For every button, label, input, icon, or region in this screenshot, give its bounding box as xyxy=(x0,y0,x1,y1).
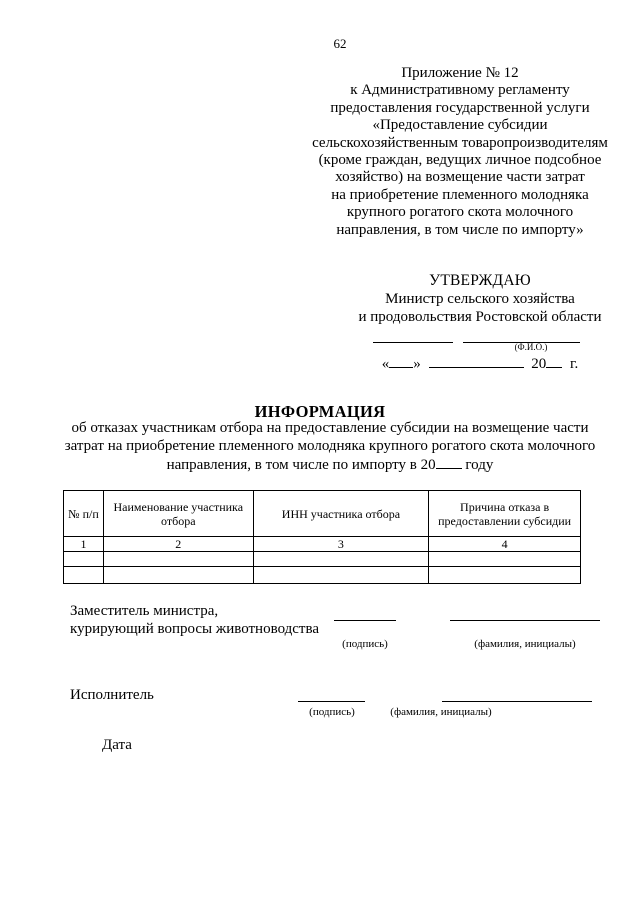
year-suffix: г. xyxy=(570,356,579,372)
day-blank xyxy=(389,354,413,368)
header-cell-name: Наименование участника отбора xyxy=(103,491,253,537)
table-cell xyxy=(429,552,581,567)
appendix-line: предоставления государственной услуги xyxy=(330,99,590,116)
deputy-signature-block xyxy=(70,602,370,638)
date-close-quote: » xyxy=(413,356,421,372)
appendix-line: «Предоставление субсидии xyxy=(372,117,548,134)
document-title: ИНФОРМАЦИЯ xyxy=(254,402,386,421)
deputy-signature-line xyxy=(334,620,396,621)
deputy-line1: Заместитель министра, xyxy=(70,603,219,619)
table-row xyxy=(64,567,581,584)
table-header-row xyxy=(64,491,581,537)
approval-block xyxy=(330,272,630,326)
date-open-quote: « xyxy=(381,356,390,372)
year-blank xyxy=(546,354,562,368)
column-number-cell: 2 xyxy=(103,537,253,552)
executor-label: Исполнитель xyxy=(70,687,154,703)
executor-signature-line xyxy=(298,701,365,702)
approval-position-line2: и продовольствия Ростовской области xyxy=(358,309,602,325)
deputy-name-line xyxy=(450,620,600,621)
executor-name-label: (фамилия, инициалы) xyxy=(390,706,492,718)
appendix-line: (кроме граждан, ведущих личное подсобное xyxy=(318,152,602,169)
table-column-numbers-row xyxy=(64,537,581,552)
table-cell xyxy=(253,552,429,567)
subtitle-line3-start: направления, в том числе по импорту в 20 xyxy=(166,457,436,473)
appendix-block xyxy=(290,65,630,239)
page-number: 62 xyxy=(333,36,347,51)
deputy-signature-label: (подпись) xyxy=(342,638,388,650)
deputy-name-label: (фамилия, инициалы) xyxy=(474,638,576,650)
deputy-line2: курирующий вопросы животноводства xyxy=(70,621,320,637)
appendix-line: крупного рогатого скота молочного xyxy=(346,204,574,221)
fio-label: (Ф.И.О.) xyxy=(514,342,548,352)
table-cell xyxy=(429,567,581,584)
header-cell-number: № п/п xyxy=(64,491,104,537)
column-number-cell: 1 xyxy=(64,537,104,552)
subtitle-line: затрат на приобретение племенного молодняка крупного рогатого скота молочного xyxy=(64,437,596,454)
subtitle-line xyxy=(40,455,620,475)
appendix-line: к Административному регламенту xyxy=(350,82,570,99)
table-cell xyxy=(64,552,104,567)
approval-position-line1: Министр сельского хозяйства xyxy=(385,291,575,307)
header-cell-inn: ИНН участника отбора xyxy=(253,491,429,537)
subtitle-line3-end: году xyxy=(465,457,494,473)
subtitle-line: об отказах участникам отбора на предоставление субсидии на возмещение части xyxy=(71,420,589,436)
appendix-line: сельскохозяйственным товаропроизводителям xyxy=(312,134,608,151)
document-subtitle xyxy=(40,420,620,475)
month-blank xyxy=(429,354,524,368)
appendix-line: хозяйство) на возмещение части затрат xyxy=(335,169,585,186)
table-cell xyxy=(253,567,429,584)
date-label: Дата xyxy=(102,737,132,753)
appendix-line: Приложение № 12 xyxy=(401,65,519,81)
table-row xyxy=(64,552,581,567)
appendix-line: направления, в том числе по импорту» xyxy=(336,221,584,238)
table-cell xyxy=(103,552,253,567)
executor-signature-label: (подпись) xyxy=(309,706,355,718)
approval-date-line xyxy=(330,354,630,373)
year-blank xyxy=(436,455,462,469)
table-cell xyxy=(103,567,253,584)
column-number-cell: 4 xyxy=(429,537,581,552)
approval-title: УТВЕРЖДАЮ xyxy=(429,272,531,289)
approval-signature-line xyxy=(373,342,453,343)
executor-name-line xyxy=(442,701,592,702)
refusals-table xyxy=(63,490,581,584)
column-number-cell: 3 xyxy=(253,537,429,552)
year-prefix: 20 xyxy=(531,356,547,372)
header-cell-reason: Причина отказа в предоставлении субсидии xyxy=(429,491,581,537)
appendix-line: на приобретение племенного молодняка xyxy=(331,186,589,203)
table-cell xyxy=(64,567,104,584)
